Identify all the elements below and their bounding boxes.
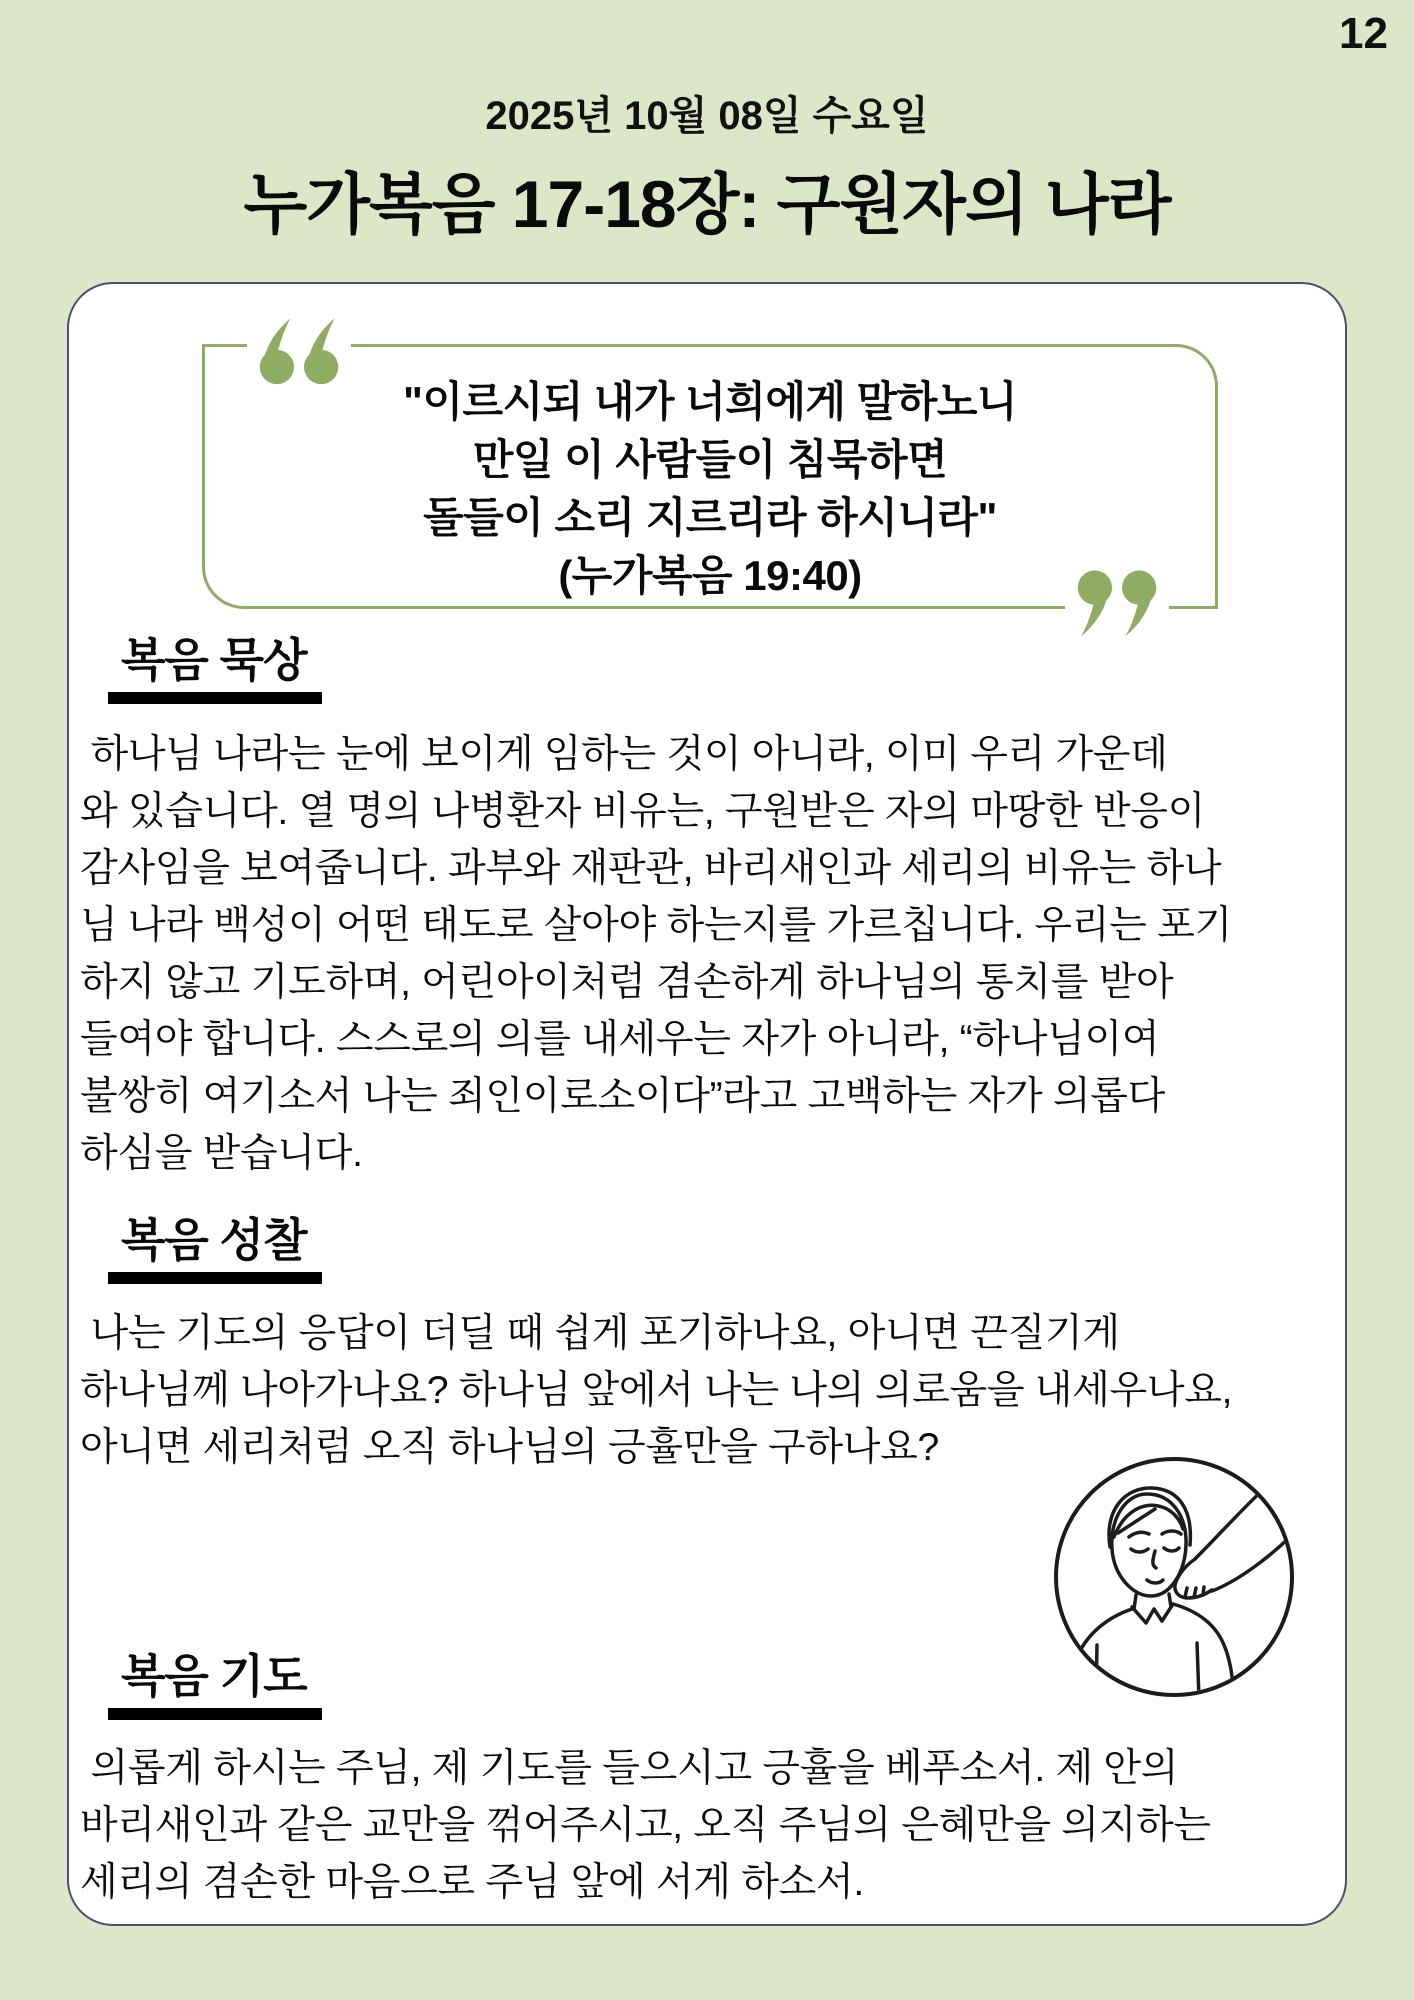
close-quote-icon [1065,567,1169,640]
text-line: 하나님께 나아가나요? 하나님 앞에서 나는 나의 의로움을 내세우나요, [80,1369,1233,1412]
page-number: 12 [1339,9,1388,58]
date-text: 2025년 10월 08일 수요일 [485,94,929,138]
text-line: 나는 기도의 응답이 더딜 때 쉽게 포기하나요, 아니면 끈질기게 [80,1312,1120,1355]
section-head-reflection [108,1215,322,1284]
section-head-prayer [108,1651,322,1720]
heading-underline [108,692,322,704]
quote-reference: (누가복음 19:40) [558,552,862,599]
text-line: 돌들이 소리 지르리라 하시니라" [423,494,997,541]
paragraph-prayer [80,1740,1329,1911]
open-quote-icon [247,315,351,388]
text-line: 하심을 받습니다. [80,1132,363,1175]
text-line: 아니면 세리처럼 오직 하나님의 긍휼만을 구하나요? [80,1426,939,1469]
text-line: 하나님 나라는 눈에 보이게 임하는 것이 아니라, 이미 우리 가운데 [80,733,1168,776]
text-line: 감사임을 보여줍니다. 과부와 재판관, 바리새인과 세리의 비유는 하나 [80,847,1222,890]
section-heading: 복음 기도 [121,1650,307,1702]
heading-underline [108,1272,322,1284]
section-heading: 복음 묵상 [121,634,307,686]
text-line: 만일 이 사람들이 침묵하면 [472,436,948,483]
section-heading: 복음 성찰 [121,1214,307,1266]
content-card [67,282,1347,1926]
text-line: 들여야 합니다. 스스로의 의를 내세우는 자가 아니라, “하나님이여 [80,1018,1160,1061]
quote-lines [205,373,1215,547]
text-line: 세리의 겸손한 마음으로 주님 앞에 서게 하소서. [80,1861,864,1904]
text-line: 바리새인과 같은 교만을 꺾어주시고, 오직 주님의 은혜만을 의지하는 [80,1804,1211,1847]
paragraph-meditation [80,726,1329,1182]
section-head-meditation [108,635,322,704]
page-title: 누가복음 17-18장: 구원자의 나라 [243,167,1171,241]
text-line: 하지 않고 기도하며, 어린아이처럼 겸손하게 하나님의 통치를 받아 [80,961,1174,1004]
text-line: "이르시되 내가 너희에게 말하노니 [403,378,1017,425]
scripture-quote-box [202,344,1218,609]
text-line: 의롭게 하시는 주님, 제 기도를 들으시고 긍휼을 베푸소서. 제 안의 [80,1747,1179,1790]
hand-on-shoulder-icon [1052,1449,1302,1699]
heading-underline [108,1708,322,1720]
text-line: 님 나라 백성이 어떤 태도로 살아야 하는지를 가르칩니다. 우리는 포기 [80,904,1232,947]
text-line: 와 있습니다. 열 명의 나병환자 비유는, 구원받은 자의 마땅한 반응이 [80,790,1205,833]
text-line: 불쌍히 여기소서 나는 죄인이로소이다”라고 고백하는 자가 의롭다 [80,1075,1165,1118]
